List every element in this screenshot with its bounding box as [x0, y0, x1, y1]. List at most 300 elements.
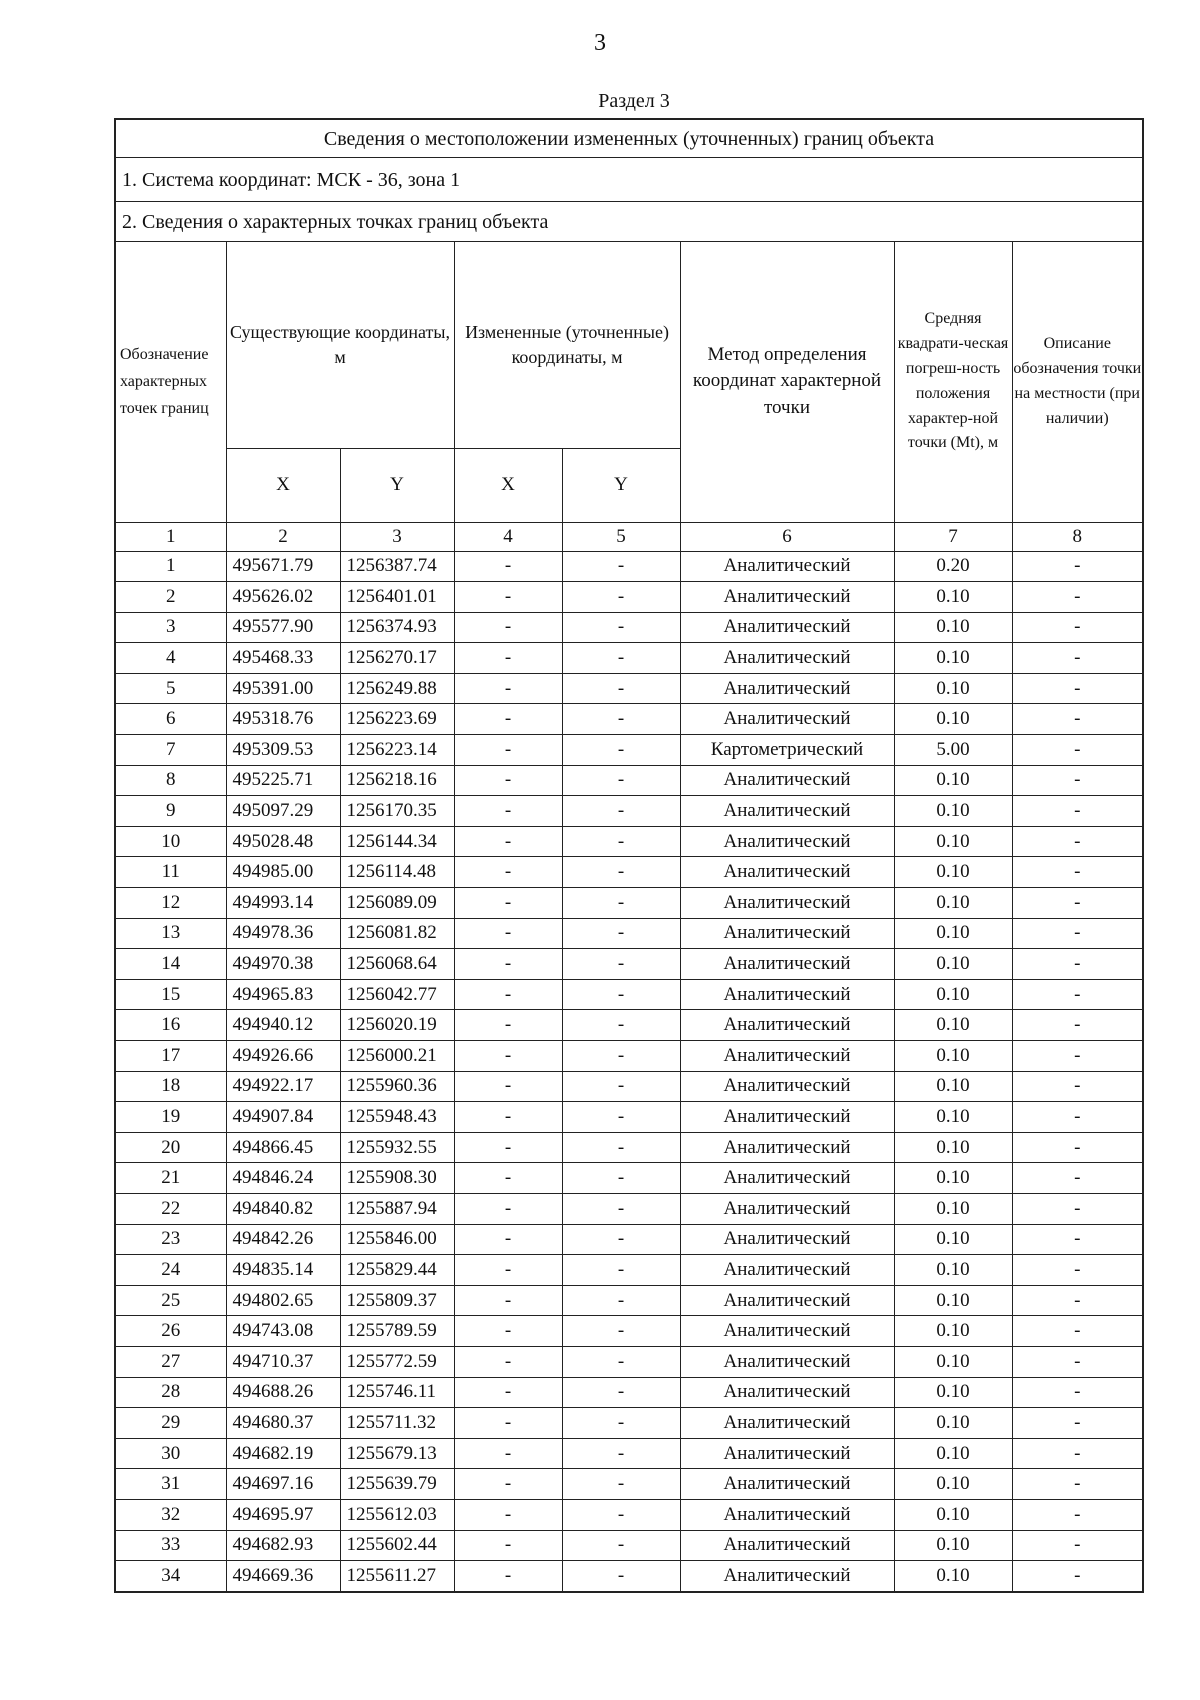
method-cell: Картометрический [680, 735, 894, 766]
point-number-cell: 11 [116, 857, 226, 888]
mean-error-cell: 0.10 [894, 765, 1012, 796]
table-row [116, 551, 1142, 582]
description-cell: - [1012, 1408, 1142, 1439]
column-number: 3 [340, 522, 454, 551]
existing-y-cell: 1256223.69 [340, 704, 454, 735]
mean-error-cell: 5.00 [894, 735, 1012, 766]
existing-x-cell: 494866.45 [226, 1132, 340, 1163]
table-row [116, 1438, 1142, 1469]
changed-y-cell: - [562, 1561, 680, 1592]
existing-y-cell: 1256000.21 [340, 1041, 454, 1072]
changed-y-cell: - [562, 1132, 680, 1163]
description-cell: - [1012, 1285, 1142, 1316]
column-number: 2 [226, 522, 340, 551]
changed-x-cell: - [454, 765, 562, 796]
changed-y-cell: - [562, 704, 680, 735]
existing-y-cell: 1256114.48 [340, 857, 454, 888]
point-number-cell: 23 [116, 1224, 226, 1255]
description-cell: - [1012, 704, 1142, 735]
method-cell: Аналитический [680, 704, 894, 735]
table-row [116, 643, 1142, 674]
existing-y-cell: 1255602.44 [340, 1530, 454, 1561]
existing-x-cell: 495028.48 [226, 826, 340, 857]
existing-x-cell: 494940.12 [226, 1010, 340, 1041]
changed-y-cell: - [562, 979, 680, 1010]
changed-x-cell: - [454, 704, 562, 735]
boundary-table-sheet [114, 118, 1144, 1593]
method-cell: Аналитический [680, 1163, 894, 1194]
changed-x-cell: - [454, 1316, 562, 1347]
method-cell: Аналитический [680, 551, 894, 582]
existing-y-cell: 1255639.79 [340, 1469, 454, 1500]
changed-y-cell: - [562, 1102, 680, 1133]
mean-error-cell: 0.10 [894, 1285, 1012, 1316]
changed-x-cell: - [454, 1102, 562, 1133]
description-cell: - [1012, 1255, 1142, 1286]
mean-error-cell: 0.10 [894, 704, 1012, 735]
mean-error-cell: 0.10 [894, 1561, 1012, 1592]
existing-y-cell: 1255612.03 [340, 1499, 454, 1530]
description-cell: - [1012, 857, 1142, 888]
existing-x-cell: 494743.08 [226, 1316, 340, 1347]
mean-error-cell: 0.10 [894, 673, 1012, 704]
existing-y-cell: 1256081.82 [340, 918, 454, 949]
changed-x-cell: - [454, 888, 562, 919]
method-cell: Аналитический [680, 1408, 894, 1439]
existing-x-cell: 494907.84 [226, 1102, 340, 1133]
changed-x-cell: - [454, 1071, 562, 1102]
existing-x-cell: 494680.37 [226, 1408, 340, 1439]
existing-y-cell: 1255829.44 [340, 1255, 454, 1286]
mean-error-cell: 0.10 [894, 1224, 1012, 1255]
changed-x-cell: - [454, 918, 562, 949]
mean-error-cell: 0.10 [894, 1499, 1012, 1530]
point-number-cell: 2 [116, 582, 226, 613]
column-number-row [116, 522, 1142, 551]
table-row [116, 826, 1142, 857]
method-cell: Аналитический [680, 1132, 894, 1163]
existing-x-cell: 494682.19 [226, 1438, 340, 1469]
changed-x-cell: - [454, 1469, 562, 1500]
table-row [116, 1377, 1142, 1408]
mean-error-cell: 0.10 [894, 1530, 1012, 1561]
changed-y-cell: - [562, 1010, 680, 1041]
mean-error-cell: 0.10 [894, 1469, 1012, 1500]
point-number-cell: 12 [116, 888, 226, 919]
changed-x-cell: - [454, 1285, 562, 1316]
method-cell: Аналитический [680, 1285, 894, 1316]
existing-x-cell: 495097.29 [226, 796, 340, 827]
description-cell: - [1012, 1499, 1142, 1530]
changed-x-cell: - [454, 1193, 562, 1224]
table-row [116, 1561, 1142, 1592]
table-row [116, 704, 1142, 735]
changed-x-cell: - [454, 979, 562, 1010]
mean-error-cell: 0.10 [894, 949, 1012, 980]
existing-x-cell: 495309.53 [226, 735, 340, 766]
changed-x-cell: - [454, 735, 562, 766]
header-existing-x: X [226, 448, 340, 522]
method-cell: Аналитический [680, 1102, 894, 1133]
mean-error-cell: 0.10 [894, 1010, 1012, 1041]
point-number-cell: 18 [116, 1071, 226, 1102]
existing-x-cell: 494985.00 [226, 857, 340, 888]
table-row [116, 1224, 1142, 1255]
point-number-cell: 24 [116, 1255, 226, 1286]
mean-error-cell: 0.10 [894, 582, 1012, 613]
table-row [116, 857, 1142, 888]
page-number: 3 [594, 30, 606, 56]
table-row [116, 1408, 1142, 1439]
changed-y-cell: - [562, 888, 680, 919]
method-cell: Аналитический [680, 1438, 894, 1469]
method-cell: Аналитический [680, 949, 894, 980]
table-row [116, 1071, 1142, 1102]
method-cell: Аналитический [680, 612, 894, 643]
method-cell: Аналитический [680, 1071, 894, 1102]
table-row [116, 1530, 1142, 1561]
method-cell: Аналитический [680, 1041, 894, 1072]
mean-error-cell: 0.10 [894, 1163, 1012, 1194]
existing-y-cell: 1255746.11 [340, 1377, 454, 1408]
existing-x-cell: 495577.90 [226, 612, 340, 643]
existing-x-cell: 495626.02 [226, 582, 340, 613]
section-label: Раздел 3 [598, 90, 670, 112]
existing-y-cell: 1255772.59 [340, 1346, 454, 1377]
changed-y-cell: - [562, 1530, 680, 1561]
changed-x-cell: - [454, 643, 562, 674]
method-cell: Аналитический [680, 582, 894, 613]
header-description: Описание обозначения точки на местности (при наличии) [1012, 242, 1142, 522]
header-changed-x: X [454, 448, 562, 522]
changed-y-cell: - [562, 1438, 680, 1469]
header-existing-coords: Существующие координаты, м [226, 242, 454, 448]
existing-x-cell: 494842.26 [226, 1224, 340, 1255]
changed-y-cell: - [562, 582, 680, 613]
existing-y-cell: 1255711.32 [340, 1408, 454, 1439]
mean-error-cell: 0.10 [894, 1316, 1012, 1347]
mean-error-cell: 0.10 [894, 918, 1012, 949]
description-cell: - [1012, 918, 1142, 949]
point-number-cell: 16 [116, 1010, 226, 1041]
table-row [116, 888, 1142, 919]
method-cell: Аналитический [680, 1377, 894, 1408]
description-cell: - [1012, 1041, 1142, 1072]
existing-x-cell: 494970.38 [226, 949, 340, 980]
changed-x-cell: - [454, 551, 562, 582]
point-number-cell: 20 [116, 1132, 226, 1163]
description-cell: - [1012, 1469, 1142, 1500]
description-cell: - [1012, 1193, 1142, 1224]
column-number: 1 [116, 522, 226, 551]
existing-y-cell: 1256387.74 [340, 551, 454, 582]
method-cell: Аналитический [680, 918, 894, 949]
existing-y-cell: 1256249.88 [340, 673, 454, 704]
table-row [116, 1316, 1142, 1347]
table-row [116, 979, 1142, 1010]
method-cell: Аналитический [680, 1346, 894, 1377]
method-cell: Аналитический [680, 1499, 894, 1530]
changed-y-cell: - [562, 949, 680, 980]
existing-x-cell: 494688.26 [226, 1377, 340, 1408]
existing-y-cell: 1256089.09 [340, 888, 454, 919]
table-row [116, 1010, 1142, 1041]
description-cell: - [1012, 949, 1142, 980]
existing-y-cell: 1255679.13 [340, 1438, 454, 1469]
point-number-cell: 25 [116, 1285, 226, 1316]
method-cell: Аналитический [680, 643, 894, 674]
existing-x-cell: 494695.97 [226, 1499, 340, 1530]
description-cell: - [1012, 612, 1142, 643]
existing-y-cell: 1256042.77 [340, 979, 454, 1010]
table-row [116, 1499, 1142, 1530]
table-row [116, 1255, 1142, 1286]
method-cell: Аналитический [680, 857, 894, 888]
point-number-cell: 1 [116, 551, 226, 582]
changed-x-cell: - [454, 1499, 562, 1530]
point-number-cell: 13 [116, 918, 226, 949]
table-row [116, 918, 1142, 949]
column-number: 8 [1012, 522, 1142, 551]
method-cell: Аналитический [680, 1530, 894, 1561]
existing-x-cell: 494697.16 [226, 1469, 340, 1500]
table-row [116, 1469, 1142, 1500]
description-cell: - [1012, 1010, 1142, 1041]
changed-y-cell: - [562, 643, 680, 674]
description-cell: - [1012, 1102, 1142, 1133]
header-changed-coords: Измененные (уточненные) координаты, м [454, 242, 680, 448]
changed-x-cell: - [454, 949, 562, 980]
existing-x-cell: 494926.66 [226, 1041, 340, 1072]
existing-x-cell: 495225.71 [226, 765, 340, 796]
point-number-cell: 3 [116, 612, 226, 643]
table-row [116, 1285, 1142, 1316]
header-designation: Обозначение характерных точек границ [116, 242, 226, 522]
changed-y-cell: - [562, 1377, 680, 1408]
changed-y-cell: - [562, 1469, 680, 1500]
description-cell: - [1012, 1132, 1142, 1163]
mean-error-cell: 0.10 [894, 1132, 1012, 1163]
table-row [116, 612, 1142, 643]
method-cell: Аналитический [680, 1193, 894, 1224]
description-cell: - [1012, 888, 1142, 919]
description-cell: - [1012, 1316, 1142, 1347]
mean-error-cell: 0.10 [894, 979, 1012, 1010]
point-number-cell: 6 [116, 704, 226, 735]
method-cell: Аналитический [680, 1224, 894, 1255]
existing-y-cell: 1256270.17 [340, 643, 454, 674]
mean-error-cell: 0.10 [894, 1041, 1012, 1072]
mean-error-cell: 0.10 [894, 857, 1012, 888]
changed-y-cell: - [562, 735, 680, 766]
changed-x-cell: - [454, 1224, 562, 1255]
changed-x-cell: - [454, 1041, 562, 1072]
table-row [116, 1041, 1142, 1072]
existing-y-cell: 1255908.30 [340, 1163, 454, 1194]
point-number-cell: 28 [116, 1377, 226, 1408]
changed-y-cell: - [562, 1499, 680, 1530]
table-row [116, 735, 1142, 766]
method-cell: Аналитический [680, 1316, 894, 1347]
method-cell: Аналитический [680, 673, 894, 704]
existing-x-cell: 494965.83 [226, 979, 340, 1010]
changed-y-cell: - [562, 1408, 680, 1439]
changed-y-cell: - [562, 765, 680, 796]
changed-y-cell: - [562, 1041, 680, 1072]
existing-x-cell: 495318.76 [226, 704, 340, 735]
description-cell: - [1012, 735, 1142, 766]
changed-y-cell: - [562, 551, 680, 582]
existing-x-cell: 494978.36 [226, 918, 340, 949]
description-cell: - [1012, 1071, 1142, 1102]
changed-x-cell: - [454, 1010, 562, 1041]
description-cell: - [1012, 1346, 1142, 1377]
existing-x-cell: 494669.36 [226, 1561, 340, 1592]
points-table-body [116, 551, 1142, 1591]
coord-system: 1. Система координат: МСК - 36, зона 1 [116, 158, 1142, 202]
changed-x-cell: - [454, 1255, 562, 1286]
method-cell: Аналитический [680, 1469, 894, 1500]
description-cell: - [1012, 1561, 1142, 1592]
point-number-cell: 26 [116, 1316, 226, 1347]
header-method: Метод определения координат характерной точки [680, 242, 894, 522]
header-changed-y: Y [562, 448, 680, 522]
existing-y-cell: 1256068.64 [340, 949, 454, 980]
description-cell: - [1012, 1438, 1142, 1469]
changed-y-cell: - [562, 796, 680, 827]
point-number-cell: 15 [116, 979, 226, 1010]
changed-y-cell: - [562, 1163, 680, 1194]
changed-x-cell: - [454, 826, 562, 857]
existing-y-cell: 1255846.00 [340, 1224, 454, 1255]
table-row [116, 582, 1142, 613]
mean-error-cell: 0.10 [894, 1255, 1012, 1286]
changed-y-cell: - [562, 1193, 680, 1224]
mean-error-cell: 0.10 [894, 1408, 1012, 1439]
description-cell: - [1012, 1224, 1142, 1255]
existing-y-cell: 1255960.36 [340, 1071, 454, 1102]
existing-x-cell: 494710.37 [226, 1346, 340, 1377]
point-number-cell: 9 [116, 796, 226, 827]
description-cell: - [1012, 1163, 1142, 1194]
description-cell: - [1012, 979, 1142, 1010]
changed-y-cell: - [562, 1346, 680, 1377]
table-row [116, 796, 1142, 827]
mean-error-cell: 0.10 [894, 826, 1012, 857]
changed-y-cell: - [562, 1316, 680, 1347]
point-number-cell: 31 [116, 1469, 226, 1500]
description-cell: - [1012, 1530, 1142, 1561]
existing-y-cell: 1256374.93 [340, 612, 454, 643]
header-existing-y: Y [340, 448, 454, 522]
method-cell: Аналитический [680, 1561, 894, 1592]
existing-y-cell: 1255887.94 [340, 1193, 454, 1224]
description-cell: - [1012, 826, 1142, 857]
point-number-cell: 19 [116, 1102, 226, 1133]
column-number: 5 [562, 522, 680, 551]
point-number-cell: 10 [116, 826, 226, 857]
point-number-cell: 32 [116, 1499, 226, 1530]
mean-error-cell: 0.10 [894, 1377, 1012, 1408]
changed-x-cell: - [454, 1377, 562, 1408]
existing-y-cell: 1255809.37 [340, 1285, 454, 1316]
column-number: 4 [454, 522, 562, 551]
existing-x-cell: 494993.14 [226, 888, 340, 919]
header-mean-error: Средняя квадрати-ческая погреш-ность положения характер-ной точки (Mt), м [894, 242, 1012, 522]
mean-error-cell: 0.10 [894, 1438, 1012, 1469]
changed-y-cell: - [562, 673, 680, 704]
point-number-cell: 33 [116, 1530, 226, 1561]
existing-y-cell: 1256401.01 [340, 582, 454, 613]
method-cell: Аналитический [680, 765, 894, 796]
changed-y-cell: - [562, 918, 680, 949]
point-number-cell: 30 [116, 1438, 226, 1469]
existing-x-cell: 494682.93 [226, 1530, 340, 1561]
changed-x-cell: - [454, 796, 562, 827]
existing-x-cell: 495391.00 [226, 673, 340, 704]
method-cell: Аналитический [680, 888, 894, 919]
description-cell: - [1012, 765, 1142, 796]
mean-error-cell: 0.10 [894, 1193, 1012, 1224]
mean-error-cell: 0.10 [894, 888, 1012, 919]
existing-x-cell: 494835.14 [226, 1255, 340, 1286]
existing-y-cell: 1256218.16 [340, 765, 454, 796]
changed-x-cell: - [454, 1438, 562, 1469]
table-row [116, 1163, 1142, 1194]
description-cell: - [1012, 1377, 1142, 1408]
table-row [116, 765, 1142, 796]
point-number-cell: 4 [116, 643, 226, 674]
method-cell: Аналитический [680, 796, 894, 827]
column-number: 7 [894, 522, 1012, 551]
description-cell: - [1012, 551, 1142, 582]
changed-y-cell: - [562, 612, 680, 643]
method-cell: Аналитический [680, 979, 894, 1010]
mean-error-cell: 0.10 [894, 796, 1012, 827]
changed-y-cell: - [562, 826, 680, 857]
existing-y-cell: 1255789.59 [340, 1316, 454, 1347]
existing-x-cell: 494846.24 [226, 1163, 340, 1194]
changed-y-cell: - [562, 1285, 680, 1316]
mean-error-cell: 0.10 [894, 1346, 1012, 1377]
method-cell: Аналитический [680, 1010, 894, 1041]
changed-x-cell: - [454, 1561, 562, 1592]
point-number-cell: 8 [116, 765, 226, 796]
changed-x-cell: - [454, 1530, 562, 1561]
points-heading: 2. Сведения о характерных точках границ объекта [116, 202, 1142, 242]
method-cell: Аналитический [680, 1255, 894, 1286]
changed-y-cell: - [562, 1224, 680, 1255]
existing-y-cell: 1255948.43 [340, 1102, 454, 1133]
existing-y-cell: 1256020.19 [340, 1010, 454, 1041]
existing-x-cell: 495468.33 [226, 643, 340, 674]
point-number-cell: 29 [116, 1408, 226, 1439]
existing-y-cell: 1256144.34 [340, 826, 454, 857]
changed-y-cell: - [562, 857, 680, 888]
point-number-cell: 21 [116, 1163, 226, 1194]
point-number-cell: 14 [116, 949, 226, 980]
existing-y-cell: 1256223.14 [340, 735, 454, 766]
point-number-cell: 22 [116, 1193, 226, 1224]
changed-x-cell: - [454, 582, 562, 613]
table-row [116, 1102, 1142, 1133]
mean-error-cell: 0.20 [894, 551, 1012, 582]
existing-y-cell: 1255932.55 [340, 1132, 454, 1163]
existing-y-cell: 1256170.35 [340, 796, 454, 827]
existing-x-cell: 495671.79 [226, 551, 340, 582]
mean-error-cell: 0.10 [894, 643, 1012, 674]
mean-error-cell: 0.10 [894, 1071, 1012, 1102]
